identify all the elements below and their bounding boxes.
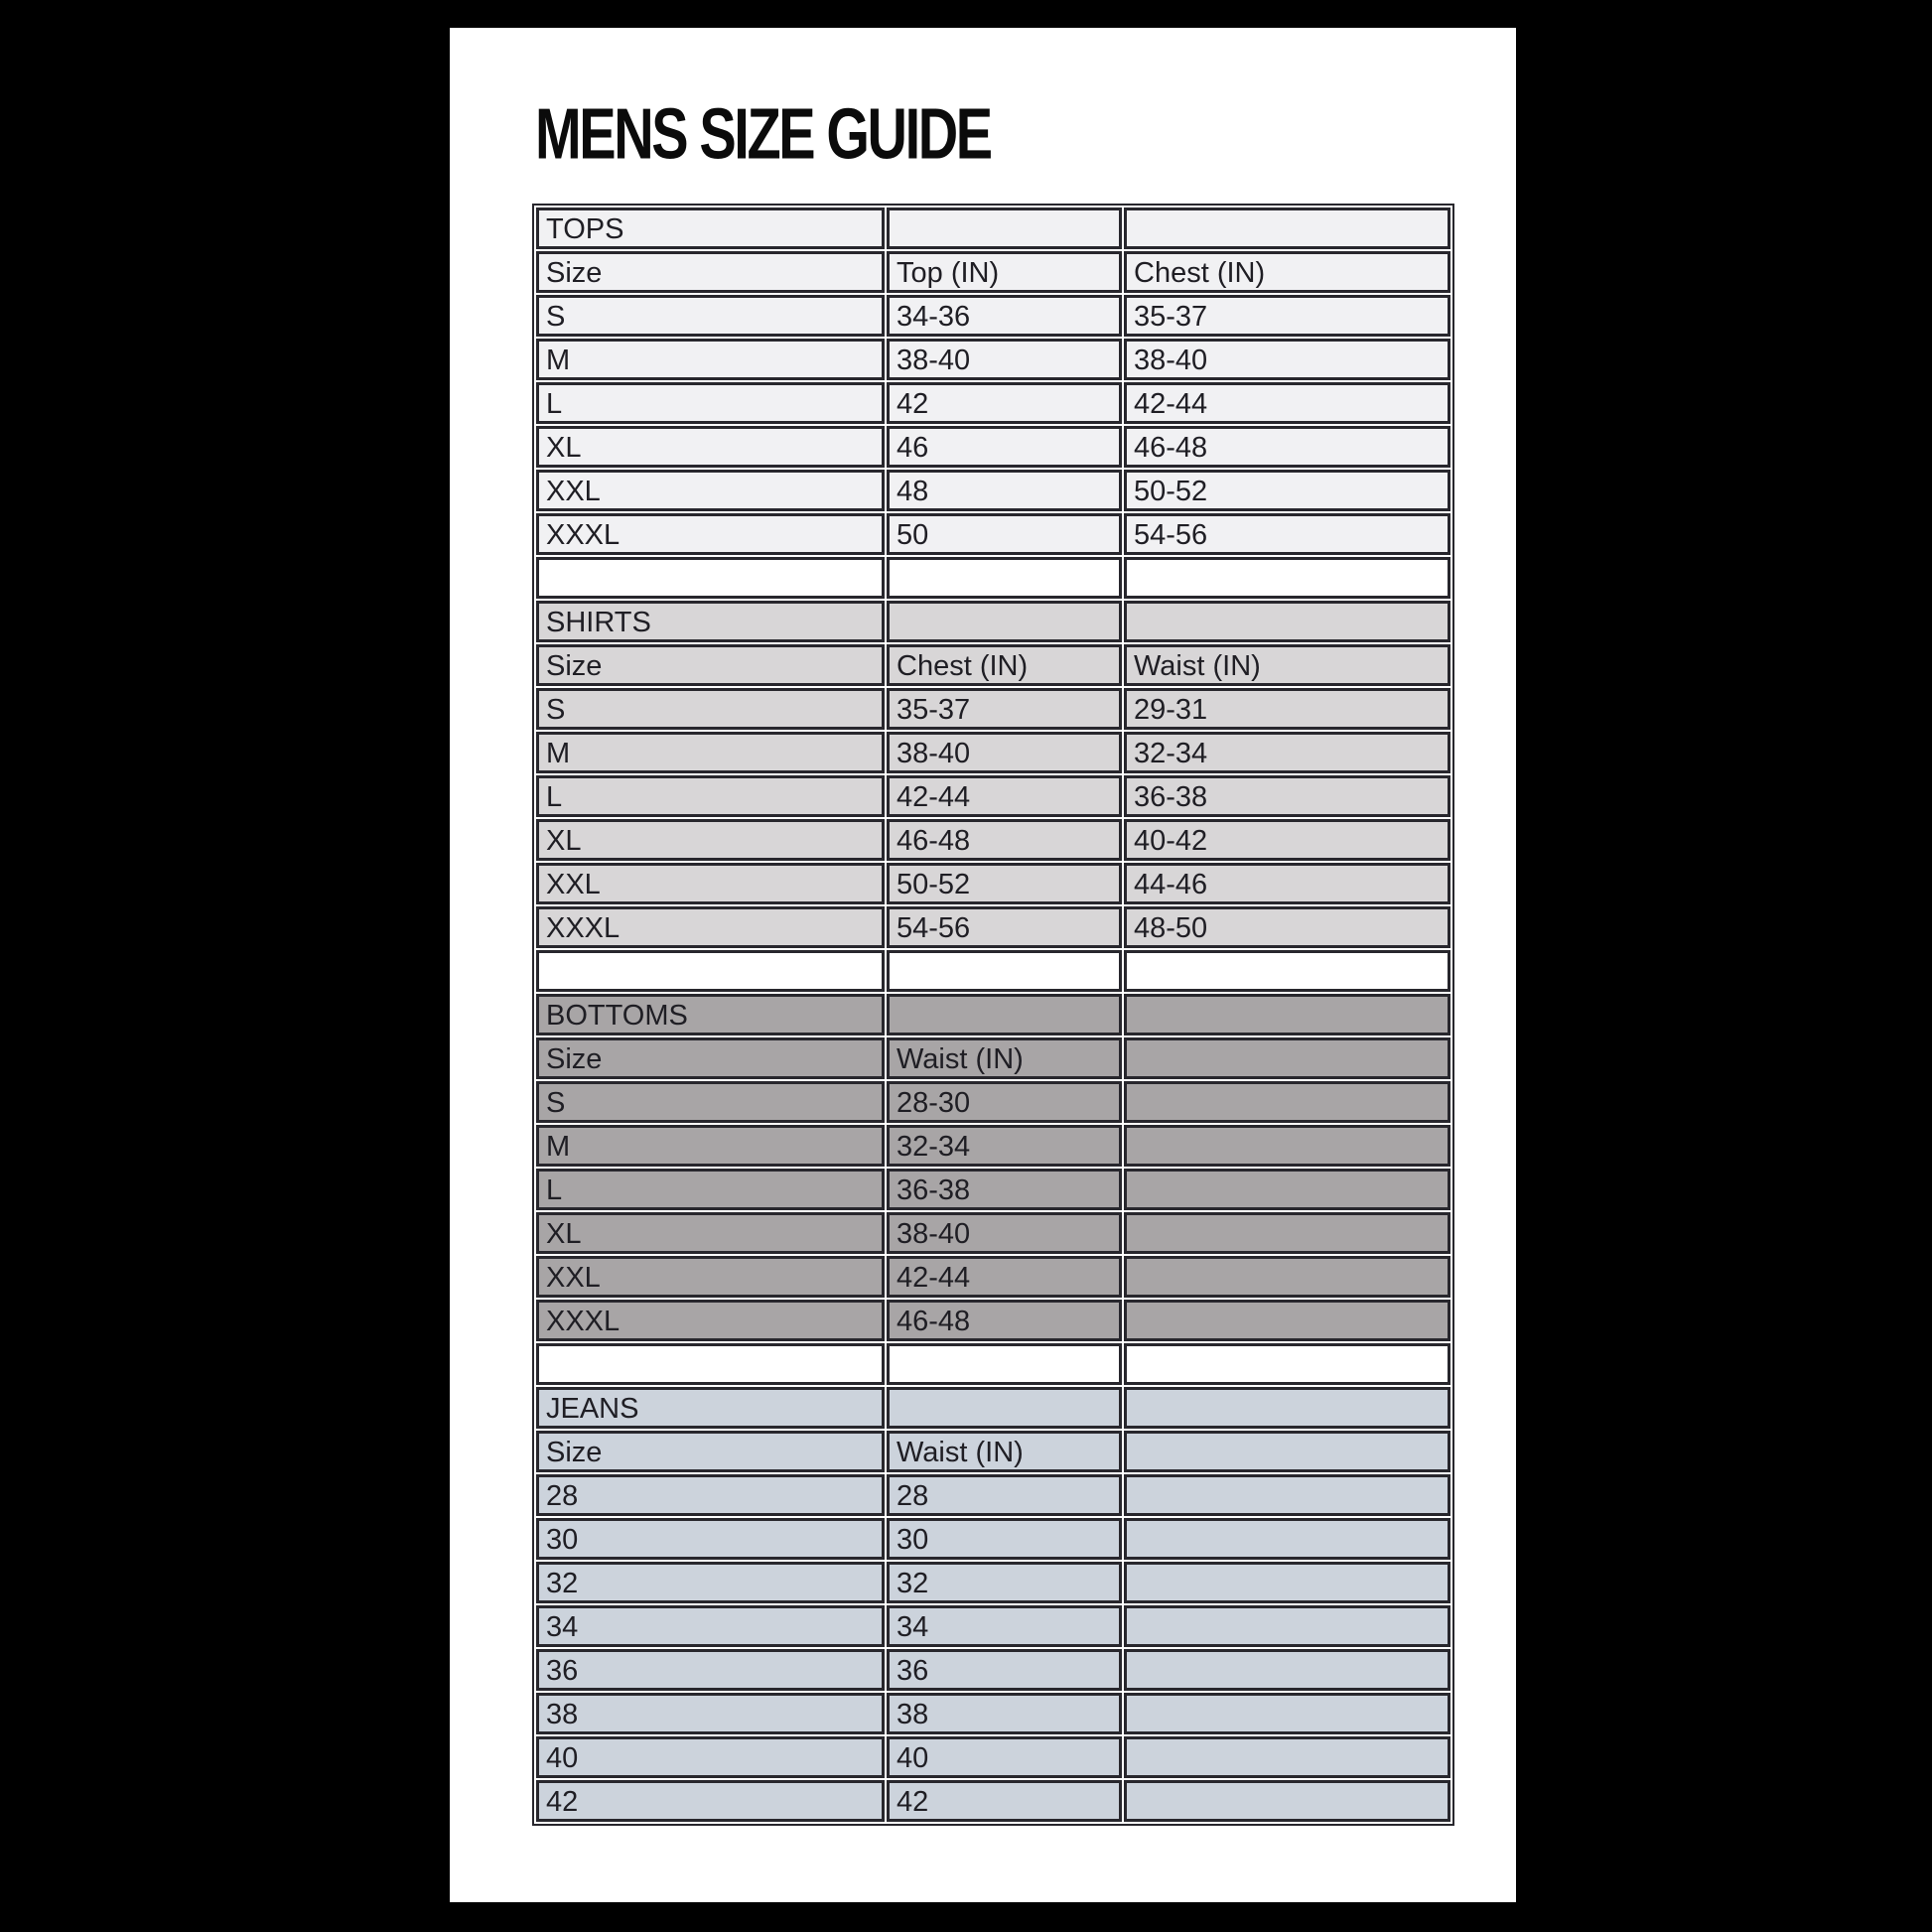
size-cell: XL xyxy=(536,819,885,861)
value-cell xyxy=(1124,1693,1450,1734)
value-cell: 28 xyxy=(887,1474,1122,1516)
size-row xyxy=(536,295,1450,337)
size-row xyxy=(536,906,1450,948)
size-row xyxy=(536,470,1450,511)
value-cell: 29-31 xyxy=(1124,688,1450,730)
size-guide-table xyxy=(532,204,1454,1826)
section-filler-cell xyxy=(887,994,1122,1035)
size-cell: XXXL xyxy=(536,513,885,555)
size-row xyxy=(536,1125,1450,1167)
size-cell: 30 xyxy=(536,1518,885,1560)
value-cell xyxy=(1124,1518,1450,1560)
size-row xyxy=(536,1212,1450,1254)
value-cell: 34-36 xyxy=(887,295,1122,337)
value-cell: 34 xyxy=(887,1605,1122,1647)
size-cell: XXL xyxy=(536,1256,885,1298)
value-cell xyxy=(1124,1300,1450,1341)
section-filler-cell xyxy=(1124,1387,1450,1429)
column-header-cell: Size xyxy=(536,1037,885,1079)
size-row xyxy=(536,1081,1450,1123)
spacer-cell xyxy=(887,557,1122,599)
size-cell: 40 xyxy=(536,1736,885,1778)
size-cell: XXXL xyxy=(536,906,885,948)
size-row xyxy=(536,1169,1450,1210)
column-header-row-shirts xyxy=(536,644,1450,686)
section-filler-cell xyxy=(887,207,1122,249)
spacer-cell xyxy=(1124,1343,1450,1385)
value-cell: 44-46 xyxy=(1124,863,1450,904)
value-cell xyxy=(1124,1169,1450,1210)
column-header-cell xyxy=(1124,1431,1450,1472)
value-cell: 35-37 xyxy=(1124,295,1450,337)
column-header-cell xyxy=(1124,1037,1450,1079)
value-cell: 38-40 xyxy=(887,732,1122,773)
column-header-cell: Waist (IN) xyxy=(887,1037,1122,1079)
value-cell: 50-52 xyxy=(887,863,1122,904)
size-guide-page xyxy=(450,28,1516,1902)
value-cell: 38 xyxy=(887,1693,1122,1734)
size-row xyxy=(536,513,1450,555)
value-cell: 42-44 xyxy=(1124,382,1450,424)
size-row xyxy=(536,1300,1450,1341)
column-header-row-tops xyxy=(536,251,1450,293)
size-row xyxy=(536,688,1450,730)
spacer-cell xyxy=(1124,950,1450,992)
value-cell: 32-34 xyxy=(1124,732,1450,773)
section-filler-cell xyxy=(887,601,1122,642)
size-row xyxy=(536,1736,1450,1778)
section-label-shirts: SHIRTS xyxy=(536,601,885,642)
value-cell: 42 xyxy=(887,382,1122,424)
section-label-bottoms: BOTTOMS xyxy=(536,994,885,1035)
size-row xyxy=(536,1605,1450,1647)
value-cell: 30 xyxy=(887,1518,1122,1560)
value-cell: 32 xyxy=(887,1562,1122,1603)
value-cell: 40-42 xyxy=(1124,819,1450,861)
section-filler-cell xyxy=(887,1387,1122,1429)
spacer-cell xyxy=(536,1343,885,1385)
size-row xyxy=(536,1256,1450,1298)
column-header-cell: Chest (IN) xyxy=(1124,251,1450,293)
section-filler-cell xyxy=(1124,994,1450,1035)
size-cell: 36 xyxy=(536,1649,885,1691)
spacer-cell xyxy=(1124,557,1450,599)
column-header-cell: Size xyxy=(536,644,885,686)
column-header-cell: Chest (IN) xyxy=(887,644,1122,686)
size-cell: 28 xyxy=(536,1474,885,1516)
value-cell: 48 xyxy=(887,470,1122,511)
column-header-row-jeans xyxy=(536,1431,1450,1472)
spacer-row xyxy=(536,1343,1450,1385)
spacer-cell xyxy=(536,557,885,599)
column-header-cell: Size xyxy=(536,1431,885,1472)
spacer-cell xyxy=(887,1343,1122,1385)
size-cell: 32 xyxy=(536,1562,885,1603)
value-cell: 38-40 xyxy=(887,339,1122,380)
value-cell: 32-34 xyxy=(887,1125,1122,1167)
size-cell: XL xyxy=(536,426,885,468)
size-row xyxy=(536,382,1450,424)
value-cell xyxy=(1124,1605,1450,1647)
value-cell: 50-52 xyxy=(1124,470,1450,511)
size-cell: L xyxy=(536,775,885,817)
size-guide-table-body xyxy=(536,207,1450,1822)
value-cell: 38-40 xyxy=(1124,339,1450,380)
spacer-row xyxy=(536,557,1450,599)
size-row xyxy=(536,1649,1450,1691)
value-cell xyxy=(1124,1125,1450,1167)
size-cell: M xyxy=(536,339,885,380)
column-header-cell: Size xyxy=(536,251,885,293)
size-row xyxy=(536,819,1450,861)
spacer-cell xyxy=(536,950,885,992)
value-cell: 36-38 xyxy=(887,1169,1122,1210)
section-filler-cell xyxy=(1124,207,1450,249)
value-cell xyxy=(1124,1736,1450,1778)
column-header-row-bottoms xyxy=(536,1037,1450,1079)
size-row xyxy=(536,775,1450,817)
size-cell: L xyxy=(536,382,885,424)
column-header-cell: Top (IN) xyxy=(887,251,1122,293)
section-row-bottoms xyxy=(536,994,1450,1035)
size-row xyxy=(536,1518,1450,1560)
section-row-jeans xyxy=(536,1387,1450,1429)
value-cell: 48-50 xyxy=(1124,906,1450,948)
size-row xyxy=(536,1693,1450,1734)
value-cell: 46-48 xyxy=(887,819,1122,861)
value-cell: 38-40 xyxy=(887,1212,1122,1254)
value-cell xyxy=(1124,1562,1450,1603)
value-cell xyxy=(1124,1081,1450,1123)
size-cell: M xyxy=(536,1125,885,1167)
value-cell: 46-48 xyxy=(887,1300,1122,1341)
size-cell: M xyxy=(536,732,885,773)
size-row xyxy=(536,1562,1450,1603)
size-row xyxy=(536,732,1450,773)
section-row-tops xyxy=(536,207,1450,249)
value-cell: 54-56 xyxy=(887,906,1122,948)
size-row xyxy=(536,863,1450,904)
spacer-row xyxy=(536,950,1450,992)
size-cell: XL xyxy=(536,1212,885,1254)
value-cell: 42 xyxy=(887,1780,1122,1822)
value-cell: 42-44 xyxy=(887,775,1122,817)
value-cell xyxy=(1124,1212,1450,1254)
value-cell: 40 xyxy=(887,1736,1122,1778)
value-cell: 50 xyxy=(887,513,1122,555)
value-cell: 36-38 xyxy=(1124,775,1450,817)
section-label-jeans: JEANS xyxy=(536,1387,885,1429)
size-cell: S xyxy=(536,1081,885,1123)
section-label-tops: TOPS xyxy=(536,207,885,249)
value-cell: 46-48 xyxy=(1124,426,1450,468)
column-header-cell: Waist (IN) xyxy=(887,1431,1122,1472)
size-cell: L xyxy=(536,1169,885,1210)
section-row-shirts xyxy=(536,601,1450,642)
size-cell: 38 xyxy=(536,1693,885,1734)
size-cell: 34 xyxy=(536,1605,885,1647)
size-cell: XXXL xyxy=(536,1300,885,1341)
size-row xyxy=(536,1780,1450,1822)
size-cell: XXL xyxy=(536,470,885,511)
value-cell: 42-44 xyxy=(887,1256,1122,1298)
size-cell: XXL xyxy=(536,863,885,904)
size-cell: S xyxy=(536,295,885,337)
value-cell: 35-37 xyxy=(887,688,1122,730)
value-cell: 36 xyxy=(887,1649,1122,1691)
value-cell xyxy=(1124,1474,1450,1516)
size-row xyxy=(536,426,1450,468)
column-header-cell: Waist (IN) xyxy=(1124,644,1450,686)
value-cell xyxy=(1124,1649,1450,1691)
size-row xyxy=(536,1474,1450,1516)
size-cell: 42 xyxy=(536,1780,885,1822)
value-cell xyxy=(1124,1256,1450,1298)
value-cell: 46 xyxy=(887,426,1122,468)
size-cell: S xyxy=(536,688,885,730)
section-filler-cell xyxy=(1124,601,1450,642)
value-cell xyxy=(1124,1780,1450,1822)
value-cell: 28-30 xyxy=(887,1081,1122,1123)
page-title: MENS SIZE GUIDE xyxy=(535,92,991,174)
value-cell: 54-56 xyxy=(1124,513,1450,555)
size-row xyxy=(536,339,1450,380)
spacer-cell xyxy=(887,950,1122,992)
